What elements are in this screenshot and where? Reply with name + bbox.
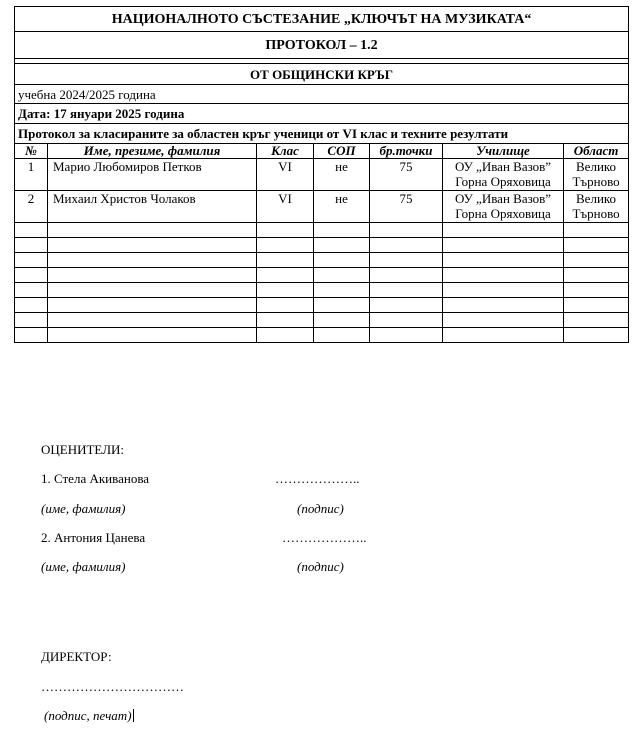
competition-title: НАЦИОНАЛНОТО СЪСТЕЗАНИЕ „КЛЮЧЪТ НА МУЗИКАТА“ — [15, 7, 629, 32]
empty-table-row — [15, 253, 629, 268]
column-header-number: № — [15, 144, 48, 159]
column-header-grade: Клас — [257, 144, 314, 159]
empty-table-row — [15, 238, 629, 253]
column-header-points: бр.точки — [370, 144, 443, 159]
cell-number: 1 — [15, 159, 48, 191]
director-heading: ДИРЕКТОР: — [41, 649, 112, 664]
school-town: Горна Оряховица — [455, 174, 551, 189]
evaluator-1-signature-line: ……………….. — [275, 471, 360, 486]
director-signature-line: …………………………… — [41, 679, 184, 694]
empty-table-row — [15, 268, 629, 283]
evaluator-2-signature-line: ……………….. — [282, 530, 367, 545]
empty-table-row — [15, 223, 629, 238]
evaluator-1-signature-caption: (подпис) — [297, 501, 344, 516]
director-caption — [44, 708, 134, 723]
cell-name: Михаил Христов Чолаков — [48, 191, 257, 223]
director-caption-text: (подпис, печат) — [44, 708, 132, 723]
school-town: Горна Оряховица — [455, 206, 551, 221]
cell-points: 75 — [370, 159, 443, 191]
cell-number: 2 — [15, 191, 48, 223]
evaluator-1-name-caption: (име, фамилия) — [41, 501, 126, 516]
cell-region — [564, 191, 629, 223]
column-header-region: Област — [564, 144, 629, 159]
protocol-table — [14, 6, 629, 343]
cell-sop: не — [314, 159, 370, 191]
region-line-2: Търново — [572, 206, 620, 221]
empty-table-row — [15, 283, 629, 298]
empty-table-row — [15, 313, 629, 328]
evaluator-1-name: 1. Стела Акиванова — [41, 471, 150, 486]
cell-grade: VI — [257, 191, 314, 223]
evaluator-2-signature-caption: (подпис) — [297, 559, 344, 574]
text-cursor — [133, 709, 134, 722]
school-year: учебна 2024/2025 година — [15, 85, 629, 104]
evaluators-heading: ОЦЕНИТЕЛИ: — [41, 442, 125, 457]
round-level: ОТ ОБЩИНСКИ КРЪГ — [15, 64, 629, 85]
region-line-1: Велико — [576, 191, 617, 206]
evaluator-2-name: 2. Антония Цанева — [41, 530, 146, 545]
cell-points: 75 — [370, 191, 443, 223]
region-line-2: Търново — [572, 174, 620, 189]
empty-table-row — [15, 298, 629, 313]
cell-school — [443, 191, 564, 223]
cell-grade: VI — [257, 159, 314, 191]
cell-school — [443, 159, 564, 191]
school-name: ОУ „Иван Вазов” — [454, 191, 552, 206]
protocol-description: Протокол за класираните за областен кръг ученици от VI клас и техните резултати — [15, 124, 629, 144]
column-header-sop: СОП — [314, 144, 370, 159]
region-line-1: Велико — [576, 159, 617, 174]
school-name: ОУ „Иван Вазов” — [454, 159, 552, 174]
table-row — [15, 191, 629, 223]
empty-table-row — [15, 328, 629, 343]
column-header-name: Име, презиме, фамилия — [48, 144, 257, 159]
evaluator-2-name-caption: (име, фамилия) — [41, 559, 126, 574]
cell-region — [564, 159, 629, 191]
table-header-row — [15, 144, 629, 159]
protocol-number: ПРОТОКОЛ – 1.2 — [15, 32, 629, 59]
protocol-date: Дата: 17 януари 2025 година — [15, 104, 629, 124]
table-row — [15, 159, 629, 191]
cell-sop: не — [314, 191, 370, 223]
cell-name: Марио Любомиров Петков — [48, 159, 257, 191]
column-header-school: Училище — [443, 144, 564, 159]
